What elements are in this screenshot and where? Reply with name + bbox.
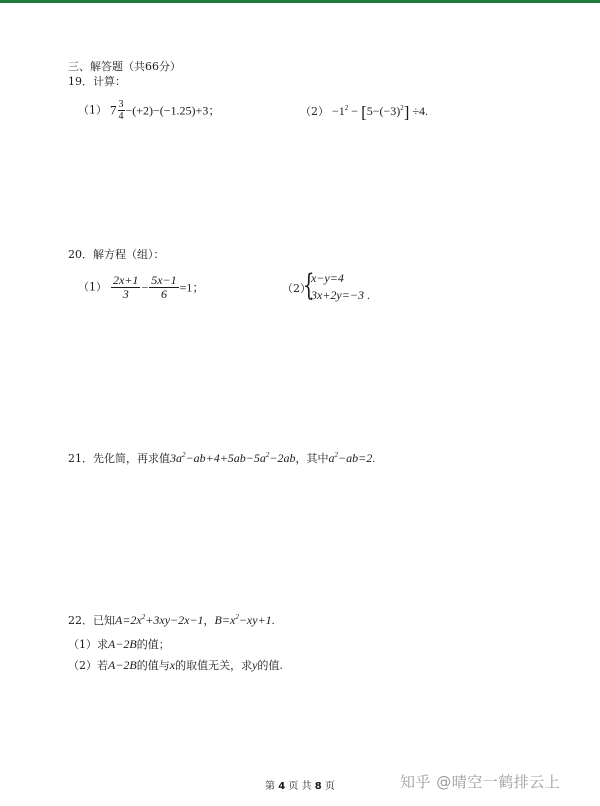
q22-sub2: （2）若A−2B的值与x的取值无关，求y的值. (68, 658, 283, 672)
q19-part1: （1） 7 $\frac{3}{4}$ −(+2)−(−1.25)+3； (78, 99, 221, 122)
equation-1: x−y=4 (311, 271, 344, 285)
equation-2: 3x+2y=−3 (311, 288, 364, 302)
top-border (0, 0, 600, 3)
q20-part1: （1） $\frac{2x+1}{3}$ − $\frac{5x-1}{6}$ =1； (78, 273, 205, 301)
mixed-number: 7 $\frac{3}{4}$ (110, 99, 124, 122)
q22-text: 22．已知$A=2x^2+3xy-2x-1$，$B=x^2-xy+1$. (68, 613, 275, 627)
q20-title: 20．解方程（组）： (68, 248, 165, 261)
q22-sub1: （1）求A−2B的值； (68, 637, 170, 651)
q19-title: 19．计算： (68, 75, 126, 88)
equation-end: . (367, 288, 370, 302)
system-brace: { (303, 268, 315, 303)
q21-text: 21．先化简，再求值$3a^2-ab+4+5ab-5a^2-2ab$，其中$a^2-ab=2$. (68, 451, 376, 465)
q20-part2-label: （2） (282, 282, 311, 295)
watermark: 知乎 @晴空一鹤排云上 (400, 773, 561, 791)
section-title: 三、解答题（共66分） (68, 60, 181, 73)
page-footer: 第 4 页 共 8 页 (265, 781, 335, 792)
q19-part2: $(2) -1^2 - [5-(-3)^2] \div 4$. (300, 102, 429, 122)
